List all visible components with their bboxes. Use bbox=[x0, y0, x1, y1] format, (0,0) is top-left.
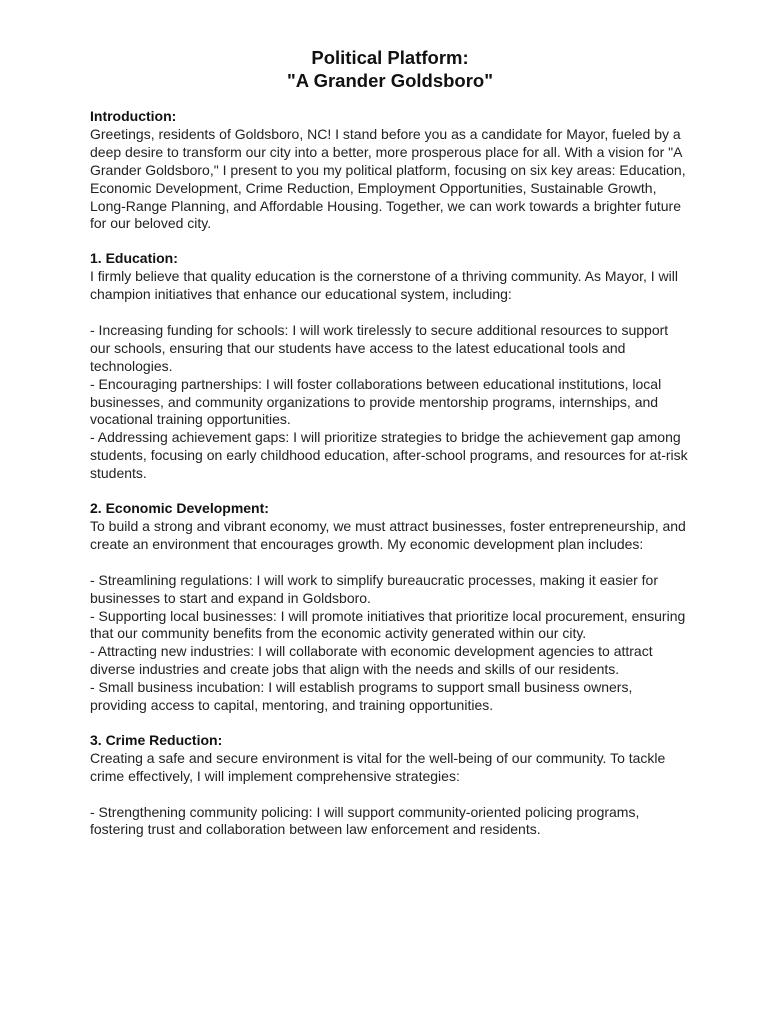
introduction-section bbox=[90, 108, 690, 233]
list-item: - Attracting new industries: I will collaborate with economic development agencies to attract diverse industries and create jobs that align with the needs and skills of our residents. bbox=[90, 643, 653, 678]
section-heading: 1. Education: bbox=[90, 250, 178, 267]
list-item: - Strengthening community policing: I will support community-oriented policing programs, fostering trust and collaboration between law enforcement and residents. bbox=[90, 803, 640, 838]
list-item: - Addressing achievement gaps: I will prioritize strategies to bridge the achievement gap among students, focusing on early childhood education, after-school programs, and resources for at-risk students. bbox=[90, 429, 688, 482]
economic-development-section bbox=[90, 500, 690, 715]
introduction-text: Greetings, residents of Goldsboro, NC! I stand before you as a candidate for Mayor, fueled by a deep desire to transform our city into a better, more prosperous place for all. With a vision for "A Grander Goldsboro," I present to you my political platform, focusing on six key areas: Education, Economic Development, Crime Reduction, Employment Opportunities, Sustainable Growth, Long-Range Planning, and Affordable Housing. Together, we can work towards a brighter future for our beloved city. bbox=[90, 125, 686, 232]
section-intro: Creating a safe and secure environment is vital for the well-being of our community. To tackle crime effectively, I will implement comprehensive strategies: bbox=[90, 749, 666, 784]
introduction-heading: Introduction: bbox=[90, 108, 177, 124]
list-item: - Supporting local businesses: I will promote initiatives that prioritize local procurement, ensuring that our community benefits from the economic activity generated within our city. bbox=[90, 607, 686, 642]
title-line-2: "A Grander Goldsboro" bbox=[287, 70, 493, 91]
list-item: - Increasing funding for schools: I will work tirelessly to secure additional resources to support our schools, ensuring that our students have access to the latest educational tools and technologies. bbox=[90, 321, 669, 374]
section-list bbox=[90, 804, 690, 840]
document-page bbox=[90, 46, 690, 856]
section-heading: 2. Economic Development: bbox=[90, 500, 269, 517]
section-intro: I firmly believe that quality education is the cornerstone of a thriving community. As Mayor, I will champion initiatives that enhance our educational system, including: bbox=[90, 268, 678, 303]
section-list bbox=[90, 322, 690, 483]
list-item: - Small business incubation: I will establish programs to support small business owners, providing access to capital, mentoring, and training opportunities. bbox=[90, 679, 633, 714]
list-item: - Encouraging partnerships: I will foster collaborations between educational institutions, local businesses, and community organizations to provide mentorship programs, internships, and vocational training opportunities. bbox=[90, 375, 662, 428]
title-line-1: Political Platform: bbox=[311, 47, 469, 68]
section-list bbox=[90, 572, 690, 715]
list-item: - Streamlining regulations: I will work to simplify bureaucratic processes, making it easier for businesses to start and expand in Goldsboro. bbox=[90, 571, 658, 606]
section-heading: 3. Crime Reduction: bbox=[90, 731, 223, 748]
crime-reduction-section bbox=[90, 732, 690, 839]
section-intro: To build a strong and vibrant economy, we must attract businesses, foster entrepreneurship, and create an environment that encourages growth. My economic development plan includes: bbox=[90, 518, 686, 552]
document-title bbox=[90, 46, 690, 92]
education-section bbox=[90, 250, 690, 483]
